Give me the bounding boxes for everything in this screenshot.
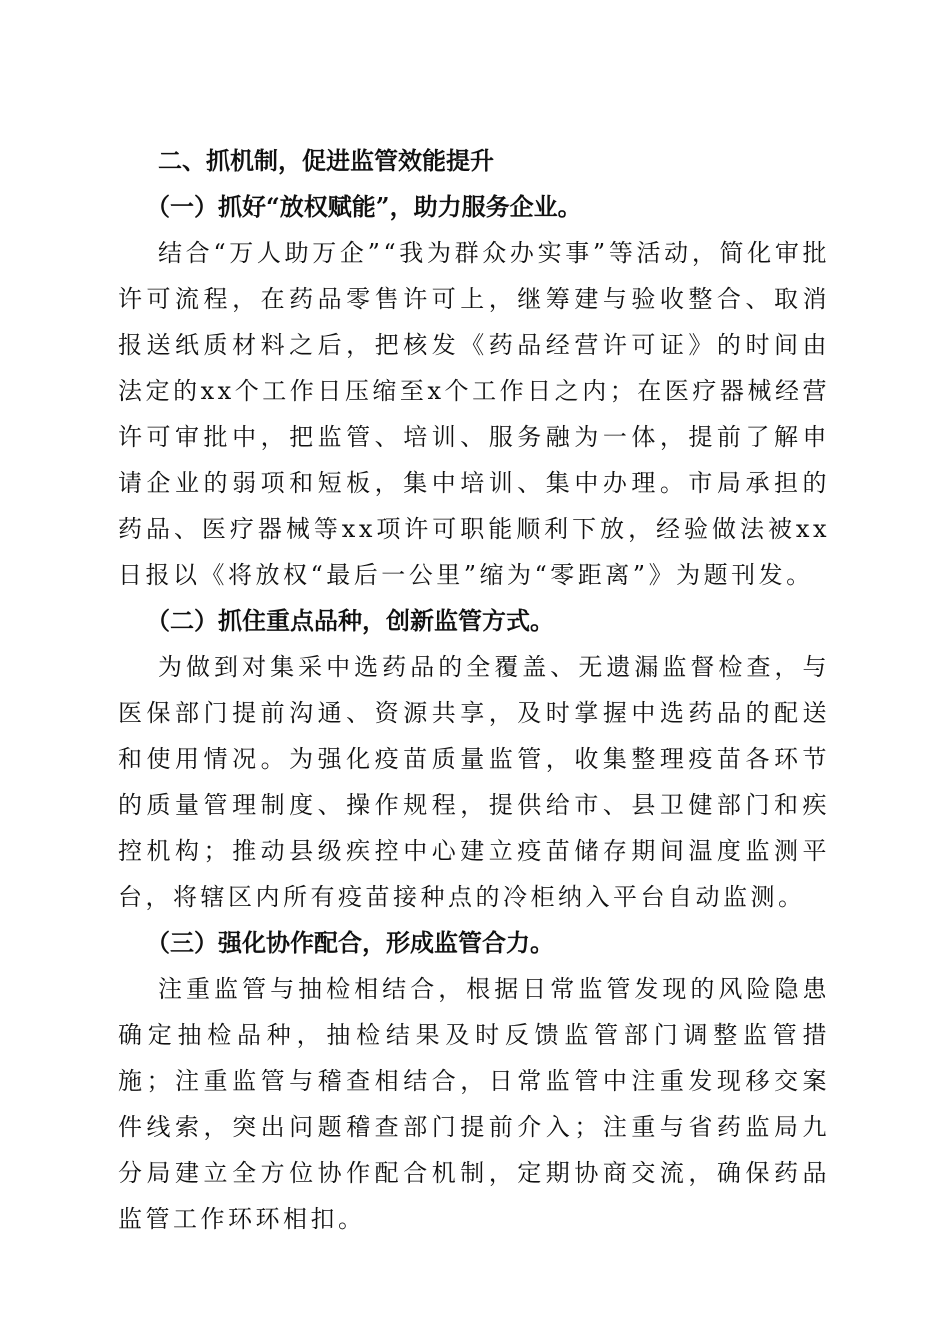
section-title: 二、抓机制，促进监管效能提升 [158, 147, 494, 175]
document-body [118, 138, 830, 1242]
subsection-heading-3: （三）强化协作配合，形成监管合力。 [146, 928, 554, 957]
subsection-paragraph-1: 结合“万人助万企”“我为群众办实事”等活动，简化审批许可流程，在药品零售许可上，继筹建与验收整合、取消报送纸质材料之后，把核发《药品经营许可证》的时间由法定的xx个工作日压缩至x个工作日之内；在医疗器械经营许可审批中，把监管、培训、服务融为一体，提前了解申请企业的弱项和短板，集中培训、集中办理。市局承担的药品、医疗器械等xx项许可职能顺利下放，经验做法被xx日报以《将放权“最后一公里”缩为“零距离”》为题刊发。 [118, 239, 830, 589]
subsection-paragraph-2: 为做到对集采中选药品的全覆盖、无遗漏监督检查，与医保部门提前沟通、资源共享，及时掌握中选药品的配送和使用情况。为强化疫苗质量监管，收集整理疫苗各环节的质量管理制度、操作规程，提供给市、县卫健部门和疾控机构；推动县级疾控中心建立疫苗储存期间温度监测平台，将辖区内所有疫苗接种点的冷柜纳入平台自动监测。 [118, 653, 830, 911]
subsection-paragraph-3: 注重监管与抽检相结合，根据日常监管发现的风险隐患确定抽检品种，抽检结果及时反馈监管部门调整监管措施；注重监管与稽查相结合，日常监管中注重发现移交案件线索，突出问题稽查部门提前介入；注重与省药监局九分局建立全方位协作配合机制，定期协商交流，确保药品监管工作环环相扣。 [118, 975, 830, 1233]
subsection-heading-2: （二）抓住重点品种，创新监管方式。 [146, 606, 554, 635]
subsection-heading-1: （一）抓好“放权赋能”，助力服务企业。 [146, 192, 582, 221]
